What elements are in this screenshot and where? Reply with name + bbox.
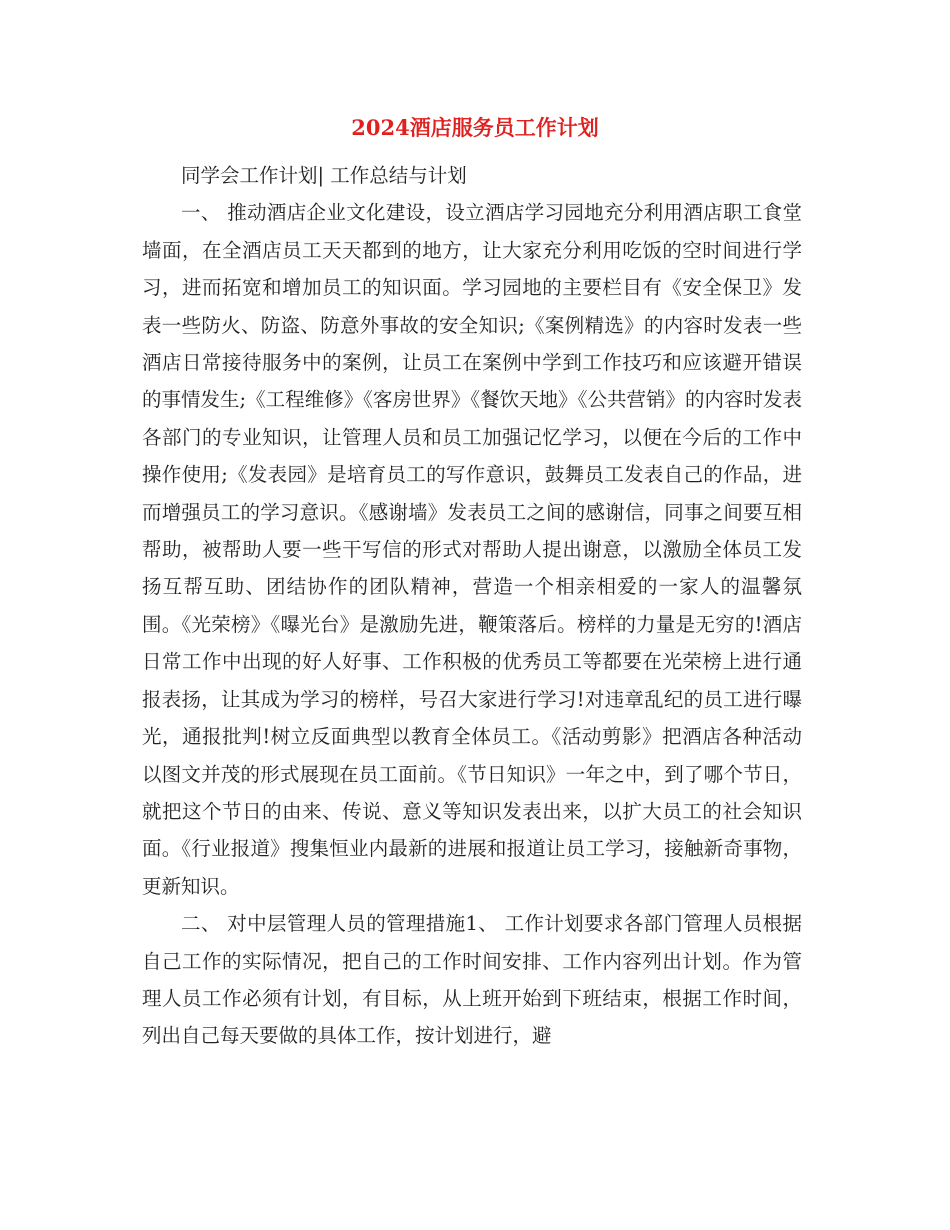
paragraph-section-one: 一、 推动酒店企业文化建设，设立酒店学习园地充分利用酒店职工食堂墙面，在全酒店员工天天都到的地方，让大家充分利用吃饭的空时间进行学习，进而拓宽和增加员工的知识面。学习园地的主要栏目有《安全保卫》发表一些防火、防盗、防意外事故的安全知识;《案例精选》的内容时发表一些酒店日常接待服务中的案例，让员工在案例中学到工作技巧和应该避开错误的事情发生;《工程维修》《客房世界》《餐饮天地》《公共营销》的内容时发表各部门的专业知识，让管理人员和员工加强记忆学习，以便在今后的工作中操作使用;《发表园》是培育员工的写作意识，鼓舞员工发表自己的作品，进而增强员工的学习意识。《感谢墙》发表员工之间的感谢信，同事之间要互相帮助，被帮助人要一些干写信的形式对帮助人提出谢意，以激励全体员工发扬互帮互助、团结协作的团队精神，营造一个相亲相爱的一家人的温馨氛围。《光荣榜》《曝光台》是激励先进，鞭策落后。榜样的力量是无穷的!酒店日常工作中出现的好人好事、工作积极的优秀员工等都要在光荣榜上进行通报表扬，让其成为学习的榜样，号召大家进行学习!对违章乱纪的员工进行曝光，通报批判!树立反面典型以教育全体员工。《活动剪影》把酒店各种活动以图文并茂的形式展现在员工面前。《节日知识》一年之中，到了哪个节日，就把这个节日的由来、传说、意义等知识发表出来，以扩大员工的社会知识面。《行业报道》搜集恒业内最新的进展和报道让员工学习，接触新奇事物，更新知识。 bbox=[142, 201, 802, 898]
document-body bbox=[142, 157, 802, 1055]
paragraph-section-two: 二、 对中层管理人员的管理措施1、 工作计划要求各部门管理人员根据自己工作的实际情况，把自己的工作时间安排、工作内容列出计划。作为管理人员工作必须有计划，有目标，从上班开始到下班结束，根据工作时间，列出自己每天要做的具体工作，按计划进行，避 bbox=[142, 912, 802, 1048]
document-title: 2024酒店服务员工作计划 bbox=[351, 115, 599, 140]
paragraph-subtitle: 同学会工作计划| 工作总结与计划 bbox=[181, 164, 467, 187]
